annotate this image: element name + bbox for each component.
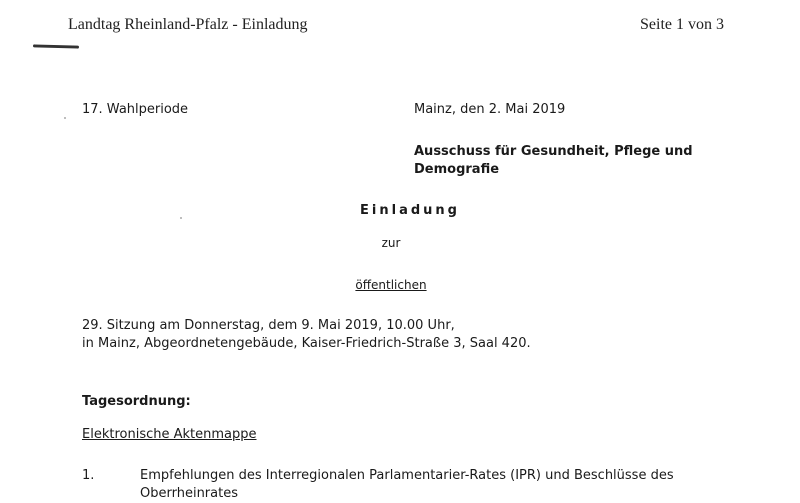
document-header-title: Landtag Rheinland-Pfalz - Einladung [68,16,308,33]
committee-name-line1: Ausschuss für Gesundheit, Pflege und [414,144,693,159]
place-date: Mainz, den 2. Mai 2019 [414,102,566,117]
session-location: in Mainz, Abgeordnetengebäude, Kaiser-Friedrich-Straße 3, Saal 420. [82,336,531,351]
agenda-item-text [140,467,760,503]
agenda-item-line2: Oberrheinrates [140,486,238,501]
committee-name [414,143,734,179]
invitation-public: öffentlichen [355,278,427,292]
pen-stroke-mark [33,44,79,48]
session-details [82,317,531,353]
committee-name-line2: Demografie [414,162,500,177]
wahlperiode: 17. Wahlperiode [82,102,189,117]
electronic-file-link[interactable]: Elektronische Aktenmappe [82,427,257,442]
invitation-zur: zur [381,236,401,250]
agenda-heading: Tagesordnung: [82,394,191,409]
agenda-item-line1: Empfehlungen des Interregionalen Parlamentarier-Rates (IPR) und Beschlüsse des [140,468,674,483]
agenda-item-number: 1. [82,468,95,483]
invitation-title: Einladung [360,203,460,218]
scan-speck [64,117,66,119]
page-indicator: Seite 1 von 3 [640,16,724,33]
session-date-time: 29. Sitzung am Donnerstag, dem 9. Mai 2019, 10.00 Uhr, [82,318,455,333]
